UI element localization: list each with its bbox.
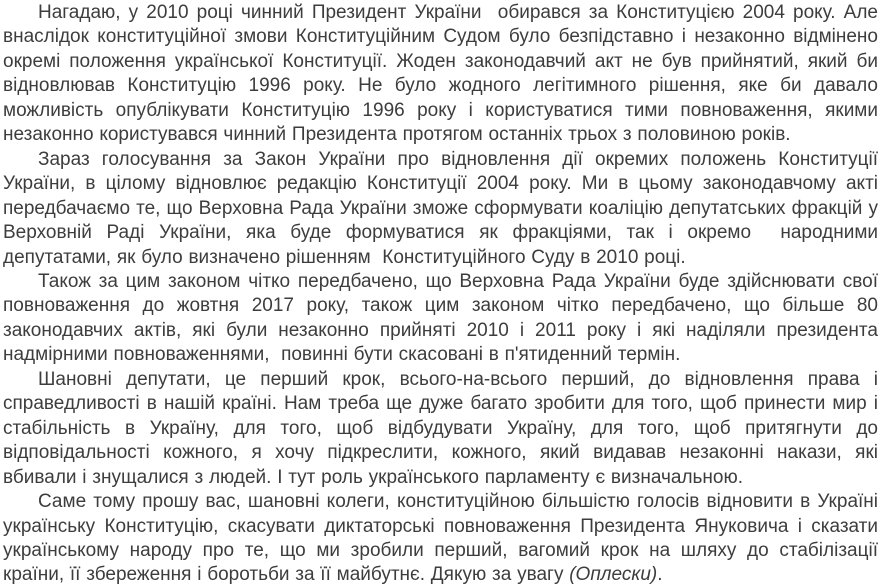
paragraph-5-closing: . (657, 564, 663, 586)
paragraph-5 (3, 490, 884, 588)
paragraph-2: Зараз голосування за Закон України про відновлення дії окремих положень Конституції України, в цілому відновлює редакцію Конституції 2004 року. Ми в цьому законодавчому акті передбачаємо те, що Верховна Рада України зможе сформувати коаліцію депутатських фракцій у Верховній Раді України, яка буде формуватися як фракціями, так і окремо народними депутатами, як було визначено рішенням Конституційного Суду в 2010 році. (3, 148, 884, 268)
paragraph-1: Нагадаю, у 2010 році чинний Президент України обирався за Конституцією 2004 року. Але внаслідок конституційної змови Конституційним Судом було безпідставно і незаконно відмінено окремі положення української Конституції. Жоден законодавчий акт не був прийнятий, який би відновлював Конституцію 1996 року. Не було жодного легітимного рішення, яке би давало можливість опублікувати Конституцію 1996 року і користуватися тими повноваження, якими незаконно користувався чинний Президента протягом останніх трьох з половиною років. (3, 2, 884, 146)
paragraph-5-text: Саме тому прошу вас, шановні колеги, конституційною більшістю голосів відновити в Україні українську Конституцію, скасувати диктаторські повноваження Президента Януковича і сказати українському народу про те, що ми зробили перший, вагомий крок на шляху до стабілізації країни, її збереження і боротьби за її майбутнє. Дякую за увагу (3, 491, 884, 586)
applause-stage-direction: (Оплески) (569, 564, 658, 586)
paragraph-4: Шановні депутати, це перший крок, всього-на-всього перший, до відновлення права і справедливості в нашій країні. Нам треба ще дуже багато зробити для того, щоб принести мир і стабільність в Україну, для того, щоб відбудувати Україну, для того, щоб притягнути до відповідальності кожного, я хочу підкреслити, кожного, який видавав незаконні накази, які вбивали і знущалися з людей. І тут роль українського парламенту є визначальною. (3, 368, 884, 488)
paragraph-3: Також за цим законом чітко передбачено, що Верховна Рада України буде здійснювати свої повноваження до жовтня 2017 року, також цим законом чітко передбачено, що більше 80 законодавчих актів, які були незаконно прийняті 2010 і 2011 року і які наділяли президента надмірними повноваженнями, повинні бути скасовані в п'ятиденний термін. (3, 270, 884, 366)
